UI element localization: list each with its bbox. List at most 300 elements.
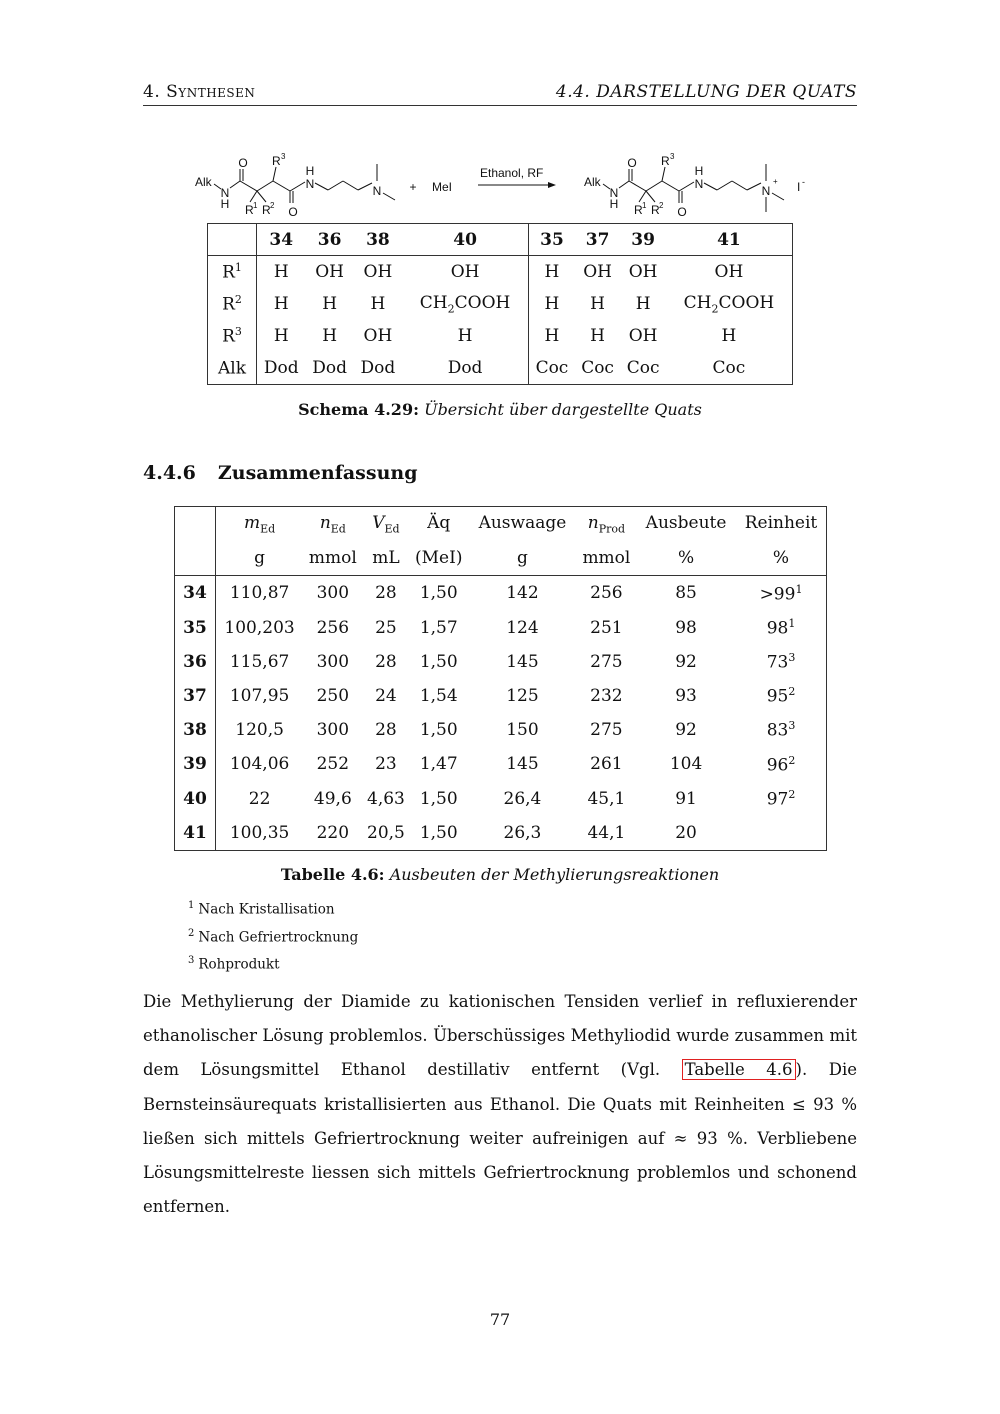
purity-cell xyxy=(736,782,826,816)
table-cell xyxy=(620,256,666,289)
header-subscript: Ed xyxy=(330,522,346,536)
table-row xyxy=(175,782,827,816)
bond xyxy=(257,181,273,191)
compound-number: 34 xyxy=(257,224,306,256)
bond xyxy=(273,181,290,191)
bond xyxy=(679,182,694,191)
caption-label: Schema 4.29: xyxy=(298,400,419,419)
cell-value: OH xyxy=(583,262,612,282)
table-cell: 251 xyxy=(590,617,623,638)
table-cell xyxy=(575,256,621,289)
table-cell: 256 xyxy=(316,617,350,638)
table-cell: 22 xyxy=(248,788,271,809)
caption-label: Tabelle 4.6: xyxy=(280,865,385,884)
table-cell xyxy=(666,288,793,320)
substituent-row xyxy=(208,288,793,320)
bond xyxy=(240,181,257,191)
table-cell xyxy=(257,288,306,320)
compound-id: 38 xyxy=(175,713,216,747)
table-cell: 49,6 xyxy=(313,788,352,809)
header-symbol: Reinheit xyxy=(744,512,818,533)
substituent-table xyxy=(207,223,793,385)
cell-value: $CH_2COOH$ xyxy=(683,292,775,316)
cell-value: H xyxy=(544,326,560,346)
table-cell: 100,203 xyxy=(224,617,295,638)
cell-value: H xyxy=(273,294,289,314)
atom-label-n: N xyxy=(694,177,704,191)
compound-number: 36 xyxy=(305,224,353,256)
table-cell: 250 xyxy=(316,686,350,707)
compound-id: 39 xyxy=(175,747,216,781)
bond xyxy=(747,183,761,190)
footnote-number: 2 xyxy=(188,927,195,939)
cell-value: OH xyxy=(363,262,393,282)
header-subscript: Prod xyxy=(598,522,626,536)
table-cell: 300 xyxy=(316,583,350,604)
substituent-row xyxy=(208,352,793,385)
table-cell xyxy=(402,320,529,352)
atom-label-h: H xyxy=(609,197,619,211)
column-header xyxy=(468,507,577,542)
table-row xyxy=(175,645,827,679)
compound-id: 36 xyxy=(175,645,216,679)
cell-value: H xyxy=(273,262,289,282)
table-row xyxy=(175,816,827,851)
table-cell: 232 xyxy=(590,686,623,707)
table-cell: 110,87 xyxy=(229,583,290,604)
table-cell xyxy=(529,352,575,385)
table-cell xyxy=(620,352,666,385)
column-header xyxy=(303,507,362,542)
table-row xyxy=(175,576,827,611)
atom-label-r3: R xyxy=(272,154,281,168)
compound-number: 40 xyxy=(402,224,529,256)
bond xyxy=(772,193,784,200)
cell-value: H xyxy=(721,326,737,346)
row-label-sup: 1 xyxy=(234,261,242,275)
section-title: Zusammenfassung xyxy=(217,462,418,484)
atom-label-n: N xyxy=(305,177,315,191)
row-label-text: R xyxy=(222,262,235,283)
running-header-section: 4.4. DARSTELLUNG DER QUATS xyxy=(555,82,857,102)
table-row xyxy=(175,611,827,645)
purity-cell xyxy=(736,576,826,611)
table-cell: 93 xyxy=(675,686,697,707)
corner-cell xyxy=(175,507,216,542)
superscript: 1 xyxy=(642,201,647,210)
bond xyxy=(704,183,717,190)
table-cell: 1,50 xyxy=(419,788,458,809)
cell-value: H xyxy=(635,294,651,314)
cell-value: H xyxy=(322,326,338,346)
header-symbol: Auswaage xyxy=(478,512,567,533)
table-cell: 220 xyxy=(316,822,350,843)
bond xyxy=(662,181,679,191)
reaction-conditions: Ethanol, RF xyxy=(480,166,544,180)
table-cell xyxy=(305,352,353,385)
column-header xyxy=(577,507,636,542)
bond xyxy=(315,183,328,190)
table-cell xyxy=(529,288,575,320)
reaction-scheme xyxy=(0,0,1000,230)
table-cell xyxy=(620,320,666,352)
table-cell: 261 xyxy=(590,754,623,775)
bond xyxy=(358,183,372,190)
atom-label-alk: Alk xyxy=(195,175,212,189)
superscript: 2 xyxy=(659,201,664,210)
row-label-text: Alk xyxy=(217,358,246,379)
cell-value: Coc xyxy=(712,358,746,378)
header-symbol: m xyxy=(243,512,261,533)
cell-value: OH xyxy=(450,262,480,282)
table-cell xyxy=(620,288,666,320)
cell-value: Dod xyxy=(312,358,347,378)
scheme-header-row xyxy=(208,224,793,256)
table-row xyxy=(175,679,827,713)
bond xyxy=(662,167,665,181)
cell-value: H xyxy=(544,262,560,282)
table-cell: 256 xyxy=(590,583,623,604)
table-cell: 145 xyxy=(506,754,539,775)
atom-label-n: N xyxy=(761,184,771,198)
table-cell: 107,95 xyxy=(229,686,290,707)
table-cell xyxy=(354,352,402,385)
footnote-text: Nach Gefriertrocknung xyxy=(198,929,359,945)
body-paragraph xyxy=(143,985,857,1224)
cell-value: Dod xyxy=(360,358,396,378)
atom-label-o: O xyxy=(238,156,248,170)
bond xyxy=(343,181,358,190)
table-cell: 275 xyxy=(590,651,623,672)
atom-label-o: O xyxy=(627,156,637,170)
purity-cell xyxy=(736,713,826,747)
row-label-text: R xyxy=(222,294,235,315)
column-unit: mmol xyxy=(577,541,636,576)
header-subscript: Ed xyxy=(260,522,276,536)
column-unit: mL xyxy=(363,541,410,576)
bond xyxy=(646,191,655,202)
cell-value: Coc xyxy=(535,358,569,378)
bond xyxy=(717,181,732,190)
footnote xyxy=(188,928,358,946)
bond xyxy=(230,181,240,188)
atom-label-n: N xyxy=(372,184,382,198)
table-cell xyxy=(354,320,402,352)
footnote xyxy=(188,900,335,918)
table-cell: 125 xyxy=(506,686,539,707)
table-cell xyxy=(529,256,575,289)
purity-value: 96 xyxy=(766,755,789,776)
cell-value: Coc xyxy=(581,358,614,378)
table-cell: 1,50 xyxy=(419,583,458,604)
substituent-row xyxy=(208,320,793,352)
compound-number: 35 xyxy=(529,224,575,256)
bond xyxy=(619,181,629,188)
table-cell: 28 xyxy=(375,720,397,741)
table-cell: 300 xyxy=(316,720,350,741)
footnote-marker: 1 xyxy=(795,582,803,596)
cell-value: Dod xyxy=(447,358,483,378)
cell-value: OH xyxy=(628,262,658,282)
compound-id: 34 xyxy=(175,576,216,611)
atom-label-h: H xyxy=(220,197,230,211)
table-cell xyxy=(257,320,306,352)
header-symbol: n xyxy=(587,512,599,533)
cell-value: H xyxy=(457,326,473,346)
plus-sign: + xyxy=(409,180,417,194)
table-cell xyxy=(354,256,402,289)
table-cell: 26,4 xyxy=(503,788,542,809)
purity-value: 98 xyxy=(766,618,789,639)
table-cell: 1,50 xyxy=(419,720,458,741)
corner-cell xyxy=(208,224,257,256)
atom-label-alk: Alk xyxy=(584,175,601,189)
table-cell: 1,54 xyxy=(419,686,458,707)
purity-value: 95 xyxy=(766,686,789,707)
footnote-marker: 2 xyxy=(788,685,796,699)
cell-value: OH xyxy=(714,262,744,282)
purity-cell xyxy=(736,611,826,645)
section-heading xyxy=(143,462,439,484)
table-cell xyxy=(666,352,793,385)
atom-label-r3: R xyxy=(661,154,670,168)
table-cell: 45,1 xyxy=(587,788,626,809)
column-unit: % xyxy=(736,541,826,576)
table-cell: 150 xyxy=(506,720,539,741)
bond xyxy=(328,181,343,190)
table-cell xyxy=(575,288,621,320)
footnote-number: 1 xyxy=(188,900,195,911)
bond xyxy=(629,181,646,191)
table-cell xyxy=(402,256,529,289)
table-cell xyxy=(257,352,306,385)
compound-number: 37 xyxy=(575,224,621,256)
column-header xyxy=(409,507,468,542)
header-subscript: Ed xyxy=(384,522,400,536)
table-cell: 98 xyxy=(675,617,697,638)
cell-value: H xyxy=(273,326,289,346)
atom-label-r2: R xyxy=(651,203,660,217)
cell-value: H xyxy=(590,326,605,346)
table-cell: 24 xyxy=(375,686,397,707)
row-label-sup: 2 xyxy=(234,293,242,307)
charge-minus: - xyxy=(802,177,805,187)
column-unit: % xyxy=(636,541,736,576)
cell-value: OH xyxy=(315,262,344,282)
table-cell: 23 xyxy=(375,754,397,775)
purity-value: 83 xyxy=(766,721,789,742)
compound-id: 41 xyxy=(175,816,216,851)
table-cell: 85 xyxy=(675,583,697,604)
substituent-row xyxy=(208,256,793,289)
header-row xyxy=(175,507,827,542)
header-symbol: V xyxy=(372,512,385,533)
table-cell: 120,5 xyxy=(235,720,284,741)
table-cell xyxy=(402,288,529,320)
cell-value: $CH_2COOH$ xyxy=(419,292,511,316)
column-unit: (MeI) xyxy=(409,541,468,576)
column-header xyxy=(363,507,410,542)
paragraph-text: ). Die Bernsteinsäurequats kristallisierten aus Ethanol. Die Quats mit Reinheiten ≤ 93 % ließen sich mittels Gefriertrocknung weiter aufreinigen auf ≈ 93 %. Verbliebene Lösungsmittelreste liessen sich mittels Gefriertrocknung problemlos und schonend entfernen. xyxy=(143,1060,857,1217)
table-cell xyxy=(402,352,529,385)
yield-table xyxy=(174,506,827,851)
purity-cell xyxy=(736,816,826,851)
row-label-text: R xyxy=(222,326,235,347)
atom-label-h: H xyxy=(694,164,704,178)
table-cell: 28 xyxy=(375,583,397,604)
table-cell: 1,50 xyxy=(419,651,458,672)
row-label xyxy=(208,256,257,289)
purity-value: 97 xyxy=(766,789,789,810)
table-cell xyxy=(575,320,621,352)
page-number: 77 xyxy=(489,1310,511,1329)
superscript: 3 xyxy=(281,152,286,161)
table-cell: 142 xyxy=(506,583,539,604)
table-cell: 104,06 xyxy=(229,754,290,775)
cell-value: OH xyxy=(363,326,393,346)
footnote-marker: 3 xyxy=(788,651,796,665)
table-cell xyxy=(257,256,306,289)
table-cell xyxy=(575,352,621,385)
purity-value: 73 xyxy=(766,652,789,673)
header-symbol: n xyxy=(319,512,331,533)
table-cell: 300 xyxy=(316,651,350,672)
table-cell: 28 xyxy=(375,651,397,672)
table-cell: 100,35 xyxy=(229,822,290,843)
footnote-marker: 1 xyxy=(788,616,796,630)
table-cell: 20 xyxy=(675,822,697,843)
row-label-sup: 3 xyxy=(234,325,242,339)
footnote-text: Nach Kristallisation xyxy=(198,901,335,918)
table-cell: 275 xyxy=(590,720,623,741)
table-cell xyxy=(354,288,402,320)
column-unit: mmol xyxy=(303,541,362,576)
column-unit: g xyxy=(216,541,304,576)
cell-value: OH xyxy=(628,326,658,346)
atom-label-n: N xyxy=(609,186,619,200)
atom-label-r1: R xyxy=(245,203,254,217)
atom-label-o: O xyxy=(677,205,687,219)
corner-cell xyxy=(175,541,216,576)
table-cell: 1,50 xyxy=(419,822,458,843)
bond xyxy=(257,191,266,202)
table-cell: 104 xyxy=(669,754,703,775)
compound-id: 35 xyxy=(175,611,216,645)
scheme-caption xyxy=(0,400,1000,419)
table-cell: 124 xyxy=(506,617,539,638)
table-cell xyxy=(305,320,353,352)
row-label xyxy=(208,320,257,352)
cell-value: H xyxy=(590,294,605,314)
footnote-number: 3 xyxy=(188,955,195,966)
bond xyxy=(732,181,747,190)
compound-id: 37 xyxy=(175,679,216,713)
table-cell: 20,5 xyxy=(367,822,405,843)
caption-text: Übersicht über dargestellte Quats xyxy=(424,400,702,419)
bond xyxy=(273,167,276,181)
column-header xyxy=(636,507,736,542)
bond xyxy=(383,193,395,200)
cell-value: H xyxy=(544,294,560,314)
atom-label-n: N xyxy=(220,186,230,200)
table-cell: 92 xyxy=(675,651,697,672)
compound-number: 39 xyxy=(620,224,666,256)
compound-id: 40 xyxy=(175,782,216,816)
table-cell: 44,1 xyxy=(587,822,626,843)
atom-label-r2: R xyxy=(262,203,271,217)
superscript: 2 xyxy=(270,201,275,210)
compound-number: 41 xyxy=(666,224,793,256)
arrow-head-icon xyxy=(548,182,556,188)
charge-plus: + xyxy=(773,177,778,186)
table-cell: 115,67 xyxy=(229,651,290,672)
running-header-chapter: 4. Synthesen xyxy=(143,82,256,102)
purity-cell xyxy=(736,645,826,679)
table-cell: 4,63 xyxy=(367,788,405,809)
table-cell: 252 xyxy=(316,754,350,775)
table-cell: 91 xyxy=(675,788,697,809)
compound-number: 38 xyxy=(354,224,402,256)
table-cell: 25 xyxy=(375,617,397,638)
column-header xyxy=(216,507,304,542)
header-symbol: Ausbeute xyxy=(645,512,727,533)
table-cell xyxy=(666,320,793,352)
table-reference-link[interactable]: Tabelle 4.6 xyxy=(682,1059,796,1080)
reagent-mei: MeI xyxy=(432,180,453,194)
table-cell xyxy=(666,256,793,289)
caption-text: Ausbeuten der Methylierungsreaktionen xyxy=(389,865,720,884)
table-cell xyxy=(529,320,575,352)
table-cell xyxy=(305,288,353,320)
row-label xyxy=(208,352,257,385)
table-cell: 1,47 xyxy=(419,754,458,775)
footnote-marker: 2 xyxy=(788,787,796,801)
footnote-marker: 2 xyxy=(788,753,796,767)
unit-row xyxy=(175,541,827,576)
purity-cell xyxy=(736,679,826,713)
bond xyxy=(646,181,662,191)
table-row xyxy=(175,747,827,781)
footnote xyxy=(188,955,280,973)
section-number: 4.4.6 xyxy=(143,462,196,484)
table-caption xyxy=(0,865,1000,884)
table-cell: 1,57 xyxy=(419,617,458,638)
superscript: 3 xyxy=(670,152,675,161)
row-label xyxy=(208,288,257,320)
cell-value: H xyxy=(322,294,338,314)
table-cell xyxy=(305,256,353,289)
cell-value: Dod xyxy=(263,358,299,378)
footnote-text: Rohprodukt xyxy=(198,956,280,973)
column-header xyxy=(736,507,826,542)
table-cell: 145 xyxy=(506,651,539,672)
atom-label-h: H xyxy=(305,164,315,178)
paragraph-text: Die Methylierung der Diamide zu kationischen Tensiden verlief in refluxierender ethanolischer Lösung problemlos. Überschüssiges Methyliodid wurde zusammen mit dem Lösungsmittel Ethanol destillativ entfernt (Vgl. xyxy=(143,992,857,1080)
superscript: 1 xyxy=(253,201,258,210)
atom-label-o: O xyxy=(288,205,298,219)
table-row xyxy=(175,713,827,747)
header-symbol: Äq xyxy=(427,512,451,533)
table-cell: 92 xyxy=(675,720,697,741)
footnote-marker: 3 xyxy=(788,719,796,733)
bond xyxy=(290,182,305,191)
table-cell: 26,3 xyxy=(503,822,542,843)
iodide-label: I xyxy=(797,180,801,194)
purity-value: >99 xyxy=(759,584,796,605)
atom-label-r1: R xyxy=(634,203,643,217)
cell-value: H xyxy=(370,294,386,314)
cell-value: Coc xyxy=(626,358,660,378)
